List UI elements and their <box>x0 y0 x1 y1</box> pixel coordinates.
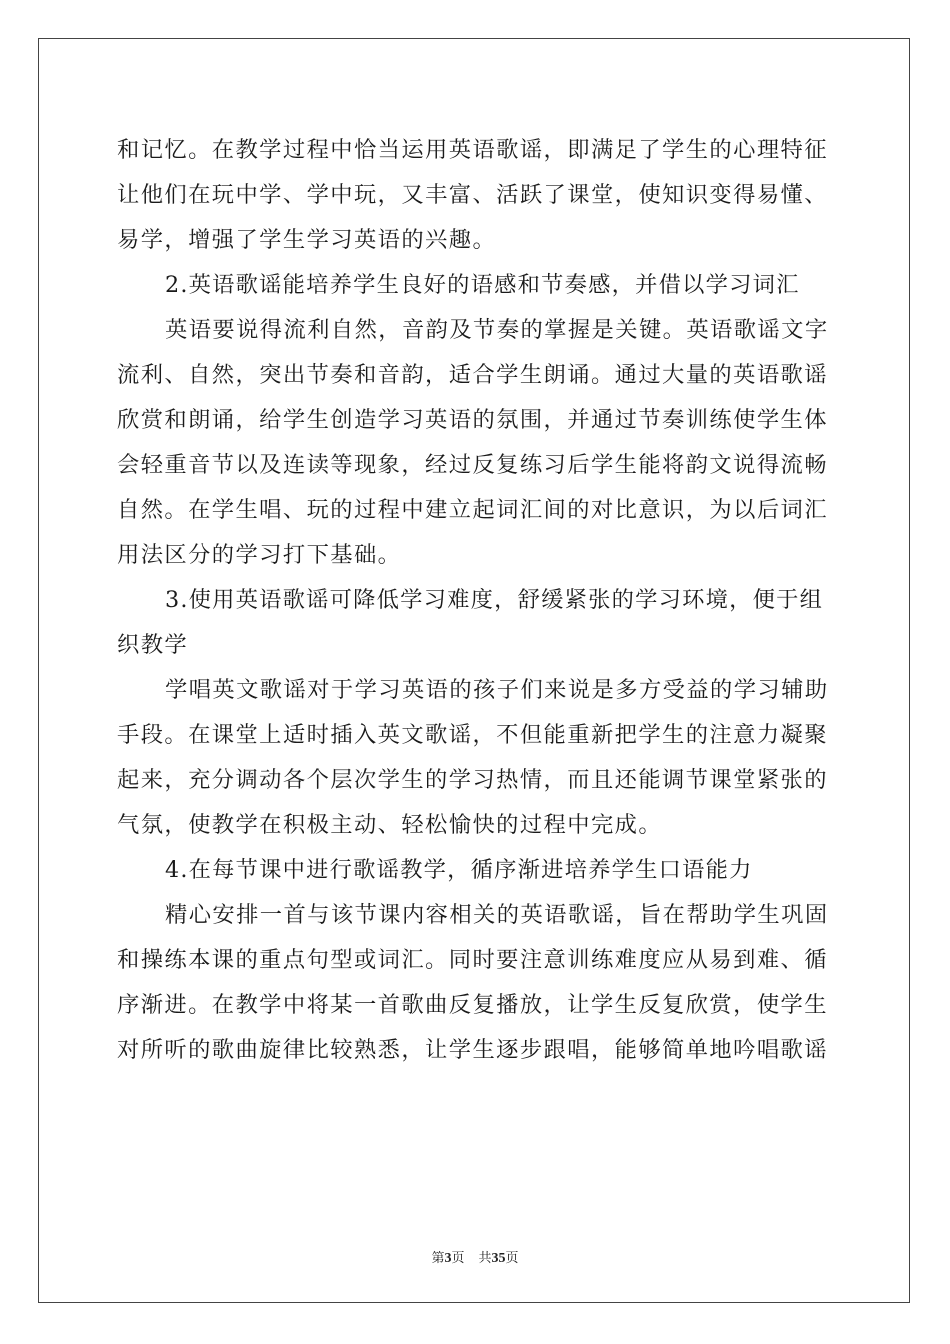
paragraph-first-line: 学唱英文歌谣对于学习英语的孩子们来说是多方受益的学习辅助 <box>165 677 829 703</box>
total-prefix: 共 <box>478 1251 492 1266</box>
text-line: 用法区分的学习打下基础。 <box>117 542 402 568</box>
text-line: 流利、自然，突出节奏和音韵，适合学生朗诵。通过大量的英语歌谣 <box>117 362 828 388</box>
page-footer <box>0 1247 950 1267</box>
text-line: 序渐进。在教学中将某一首歌曲反复播放，让学生反复欣赏，使学生 <box>117 992 828 1018</box>
total-pages: 35 <box>491 1251 506 1266</box>
text-line: 对所听的歌曲旋律比较熟悉，让学生逐步跟唱，能够简单地吟唱歌谣 <box>117 1037 828 1063</box>
total-suffix: 页 <box>505 1251 519 1266</box>
text-line: 和记忆。在教学过程中恰当运用英语歌谣，即满足了学生的心理特征 <box>117 137 828 163</box>
text-line: 起来，充分调动各个层次学生的学习热情，而且还能调节课堂紧张的 <box>117 767 828 793</box>
section-heading-3: 3.使用英语歌谣可降低学习难度，舒缓紧张的学习环境，便于组 <box>165 587 824 613</box>
document-body <box>117 128 835 1073</box>
paragraph-first-line: 精心安排一首与该节课内容相关的英语歌谣，旨在帮助学生巩固 <box>165 902 829 928</box>
text-line: 手段。在课堂上适时插入英文歌谣，不但能重新把学生的注意力凝聚 <box>117 722 828 748</box>
section-heading-4: 4.在每节课中进行歌谣教学，循序渐进培养学生口语能力 <box>165 857 753 883</box>
text-line: 自然。在学生唱、玩的过程中建立起词汇间的对比意识，为以后词汇 <box>117 497 828 523</box>
text-line: 和操练本课的重点句型或词汇。同时要注意训练难度应从易到难、循 <box>117 947 828 973</box>
page-number: 3 <box>444 1251 452 1266</box>
text-line: 气氛，使教学在积极主动、轻松愉快的过程中完成。 <box>117 812 663 838</box>
page-suffix: 页 <box>451 1251 465 1266</box>
text-line: 会轻重音节以及连读等现象，经过反复练习后学生能将韵文说得流畅 <box>117 452 828 478</box>
paragraph-first-line: 英语要说得流利自然，音韵及节奏的掌握是关键。英语歌谣文字 <box>165 317 829 343</box>
text-line: 织教学 <box>117 632 189 658</box>
text-line: 易学，增强了学生学习英语的兴趣。 <box>117 227 497 253</box>
section-heading-2: 2.英语歌谣能培养学生良好的语感和节奏感，并借以学习词汇 <box>165 272 800 298</box>
text-line: 让他们在玩中学、学中玩，又丰富、活跃了课堂，使知识变得易懂、 <box>117 182 828 208</box>
page-prefix: 第 <box>431 1251 445 1266</box>
text-line: 欣赏和朗诵，给学生创造学习英语的氛围，并通过节奏训练使学生体 <box>117 407 828 433</box>
